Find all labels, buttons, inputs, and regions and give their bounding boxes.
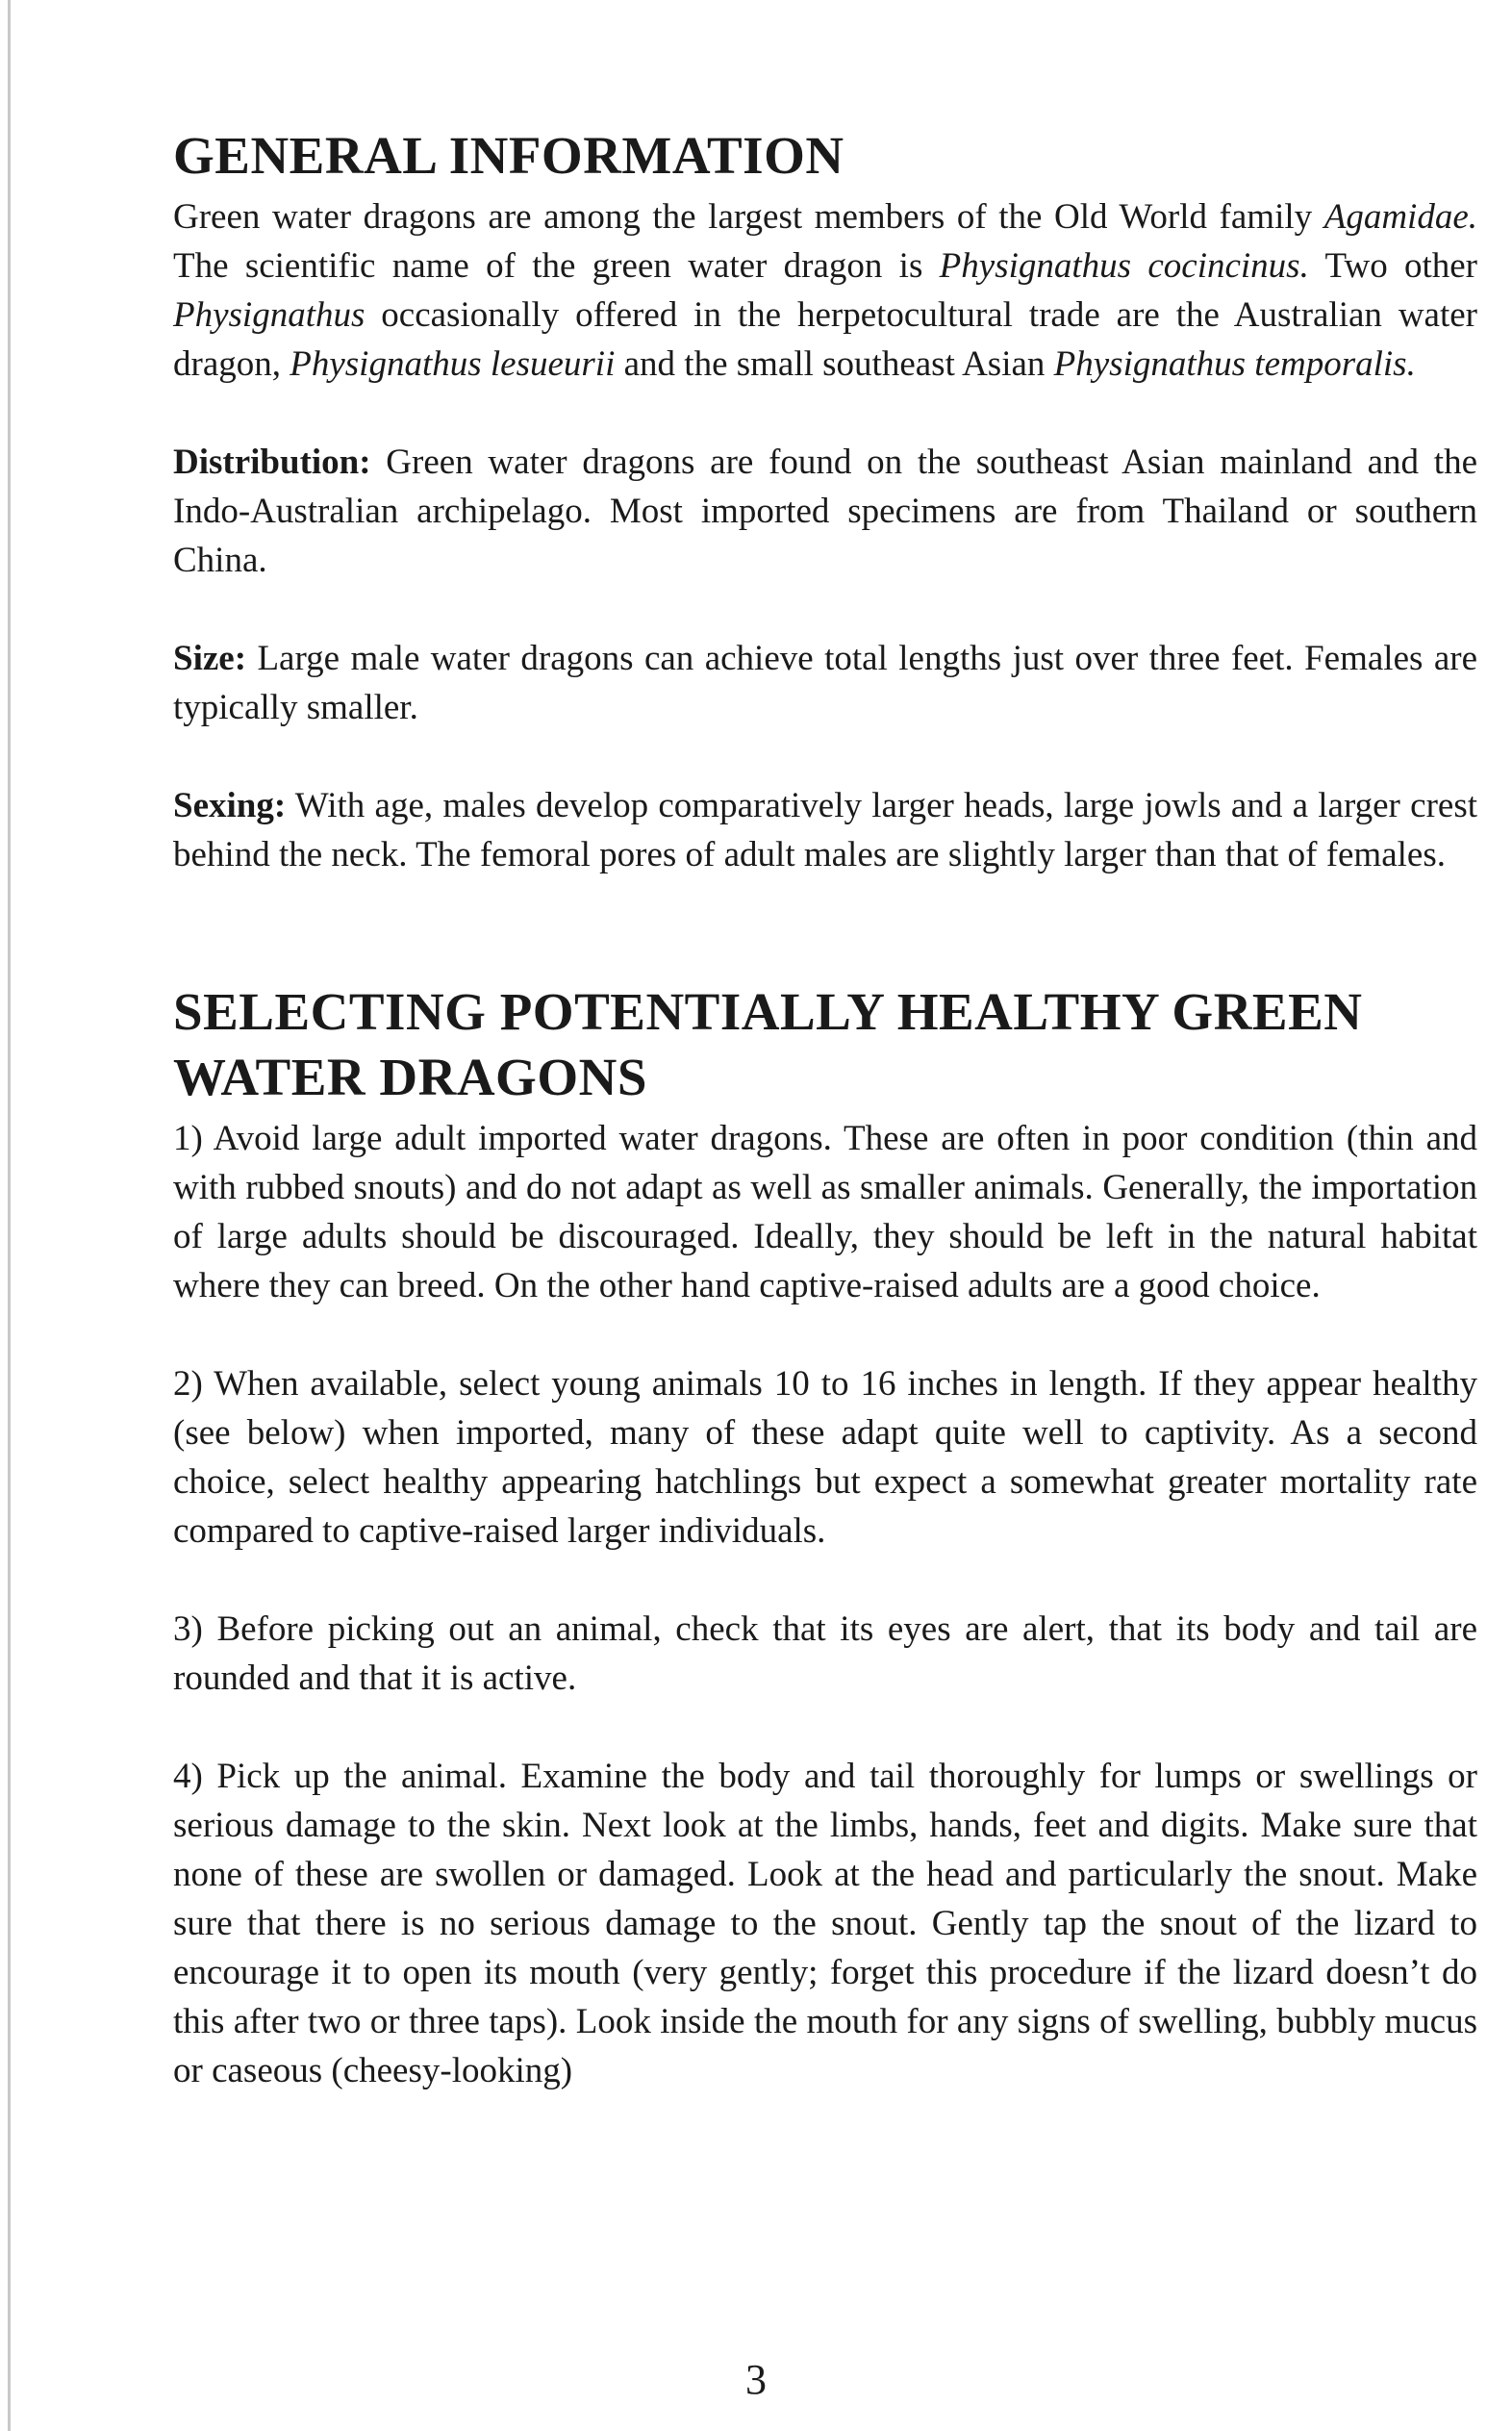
size-paragraph	[173, 634, 1477, 732]
size-label: Size:	[173, 639, 247, 678]
intro-paragraph	[173, 192, 1477, 389]
intro-text-3: Two other	[1308, 246, 1478, 286]
selecting-item-4: 4) Pick up the animal. Examine the body and tail thoroughly for lumps or swellings or serious damage to the skin. Next look at the limbs, hands, feet and digits. Make sure that none of these are swollen or damaged. Look at the head and particularly the snout. Make sure that there is no serious damage to the snout. Gently tap the snout of the lizard to encourage it to open its mouth (very gently; forget this procedure if the lizard doesn’t do this after two or three taps). Look inside the mouth for any signs of swelling, bubbly mucus or caseous (cheesy-looking)	[173, 1757, 1477, 2090]
document-page	[173, 123, 1477, 2095]
intro-species-name: Physignathus cocincinus.	[939, 246, 1309, 286]
sexing-text: With age, males develop comparatively larger heads, large jowls and a larger crest behind the neck. The femoral pores of adult males are slightly larger than that of females.	[173, 786, 1477, 874]
intro-family-name: Agamidae.	[1323, 197, 1477, 237]
selecting-heading-line-2: WATER DRAGONS	[173, 1048, 647, 1106]
intro-text-5: and the small southeast Asian	[615, 344, 1054, 384]
intro-genus-name: Physignathus	[173, 295, 365, 335]
intro-text-2: The scientific name of the green water dragon is	[173, 246, 940, 286]
sexing-label: Sexing:	[173, 786, 287, 825]
distribution-paragraph	[173, 438, 1477, 585]
selecting-item-3: 3) Before picking out an animal, check that its eyes are alert, that its body and tail are rounded and that it is active.	[173, 1609, 1477, 1698]
page-number: 3	[745, 2356, 767, 2403]
intro-text-4: occasionally offered in the herpetocultural trade are the Australian water dragon,	[173, 295, 1477, 384]
intro-text-1: Green water dragons are among the largest members of the Old World family	[173, 197, 1324, 237]
selecting-heading-line-1: SELECTING POTENTIALLY HEALTHY GREEN	[173, 982, 1363, 1041]
selecting-heading	[173, 979, 1477, 1110]
page-binding-edge	[8, 0, 11, 2431]
size-text: Large male water dragons can achieve total lengths just over three feet. Females are typically smaller.	[173, 639, 1477, 727]
sexing-paragraph	[173, 781, 1477, 879]
distribution-label: Distribution:	[173, 443, 371, 482]
distribution-text: Green water dragons are found on the southeast Asian mainland and the Indo-Australian archipelago. Most imported specimens are from Thailand or southern China.	[173, 443, 1477, 580]
general-information-heading: GENERAL INFORMATION	[173, 126, 844, 185]
selecting-item-1: 1) Avoid large adult imported water dragons. These are often in poor condition (thin and with rubbed snouts) and do not adapt as well as smaller animals. Generally, the importation of large adults should be discouraged. Ideally, they should be left in the natural habitat where they can breed. On the other hand captive-raised adults are a good choice.	[173, 1119, 1477, 1305]
intro-temporalis-species: Physignathus temporalis.	[1053, 344, 1416, 384]
intro-australian-species: Physignathus lesueurii	[290, 344, 616, 384]
selecting-item-2: 2) When available, select young animals 10 to 16 inches in length. If they appear healthy (see below) when imported, many of these adapt quite well to captivity. As a second choice, select healthy appearing hatchlings but expect a somewhat greater mortality rate compared to captive-raised larger individuals.	[173, 1364, 1477, 1551]
